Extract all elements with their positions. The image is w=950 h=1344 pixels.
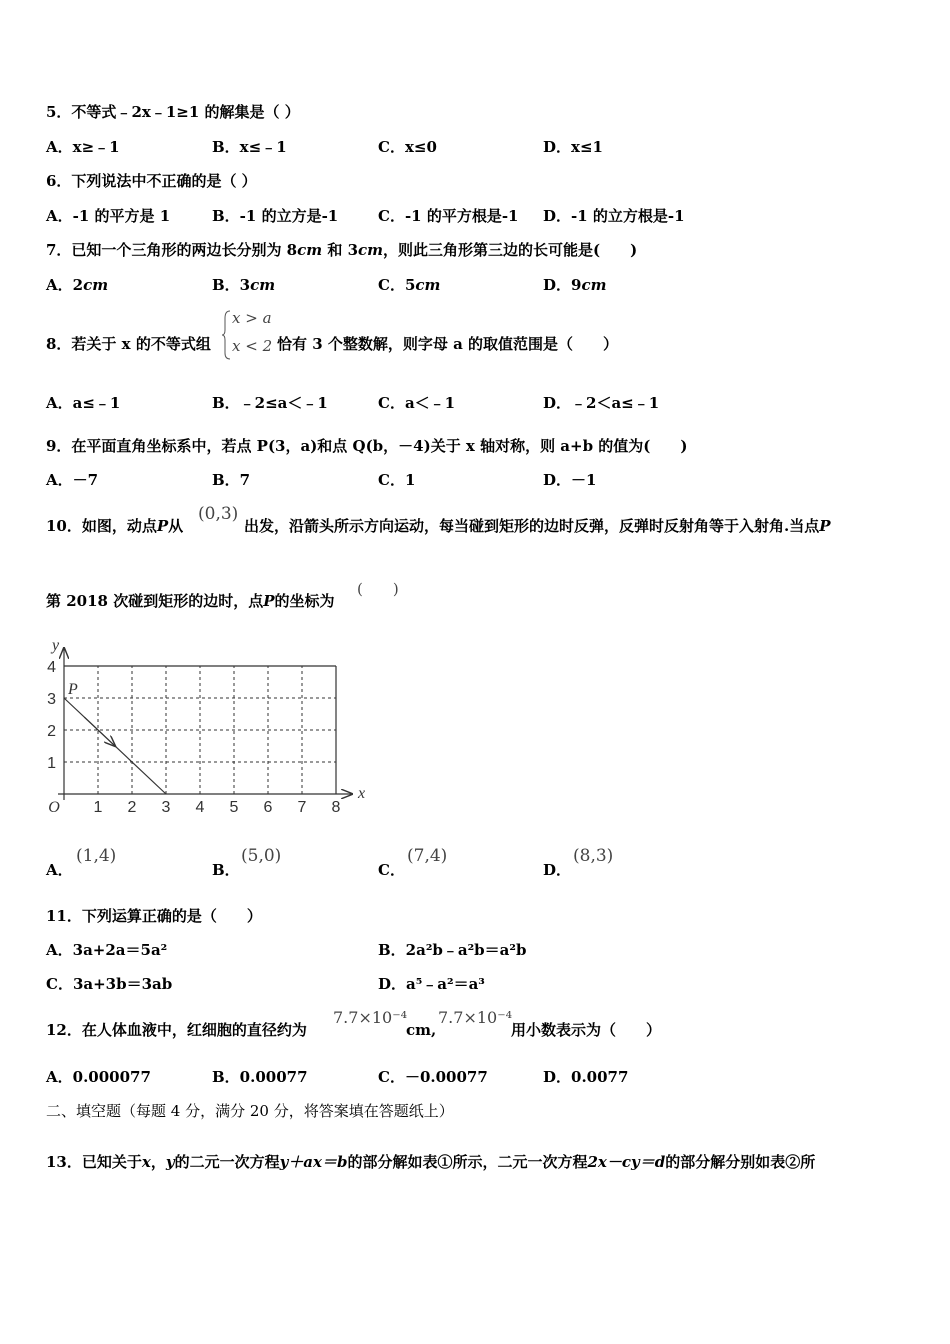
q8-option-d: D．﹣2＜a≤﹣1 <box>543 394 660 412</box>
q12-sci-value-1: 7.7×10⁻⁴ <box>333 1008 408 1027</box>
q10-option-a-value: (1,4) <box>76 846 117 866</box>
q6-option-d: D．-1 的立方根是-1 <box>543 207 685 225</box>
q6-option-b: B．-1 的立方是-1 <box>212 207 339 225</box>
section-heading: 二、填空题（每题 4 分，满分 20 分，将答案填在答题纸上） <box>46 1102 454 1120</box>
q10-option-b: B． <box>212 861 240 879</box>
q8-system-line2: x < 2 <box>232 337 273 355</box>
q10-option-c: C． <box>378 861 405 879</box>
x-tick-label: 8 <box>331 799 341 816</box>
x-tick-label: 2 <box>127 799 137 816</box>
q8-option-a: A．a≤﹣1 <box>46 394 121 412</box>
q10-figure <box>40 628 380 820</box>
origin-label: O <box>48 799 60 816</box>
y-axis-label: y <box>52 637 60 654</box>
q12-sci-value-2: 7.7×10⁻⁴ <box>438 1008 513 1027</box>
q8-stem-a: 8．若关于 x 的不等式组 <box>46 335 211 353</box>
y-tick-label: 2 <box>47 723 56 740</box>
q10-stem-b: 出发，沿箭头所示方向运动，每当碰到矩形的边时反弹，反弹时反射角等于入射角.当点P <box>244 517 831 535</box>
point-p-label: P <box>68 681 78 698</box>
q5-option-b: B．x≤﹣1 <box>212 138 287 156</box>
q11-option-d: D．a⁵﹣a²＝a³ <box>378 975 485 993</box>
y-tick-label: 3 <box>47 691 56 708</box>
q10-answer-paren: ( ) <box>357 580 399 598</box>
q9-option-b: B．7 <box>212 471 251 489</box>
q9-option-c: C．1 <box>378 471 416 489</box>
q10-option-c-value: (7,4) <box>407 846 448 866</box>
q12-option-a: A．0.000077 <box>46 1068 151 1086</box>
q13-stem: 13．已知关于x，y的二元一次方程y＋ax＝b的部分解如表①所示，二元一次方程2x－cy＝d的部分解分别如表②所 <box>46 1153 816 1171</box>
q12-option-d: D．0.0077 <box>543 1068 629 1086</box>
q9-stem: 9．在平面直角坐标系中，若点 P(3，a)和点 Q(b，－4)关于 x 轴对称，则 a+b 的值为( ) <box>46 437 688 455</box>
q10-option-d: D． <box>543 861 572 879</box>
x-axis-label: x <box>358 785 366 802</box>
q5-option-a: A．x≥﹣1 <box>46 138 120 156</box>
x-tick-label: 4 <box>195 799 205 816</box>
x-tick-label: 5 <box>229 799 239 816</box>
x-tick-label: 1 <box>93 799 103 816</box>
motion-arrow <box>84 717 115 746</box>
q12-option-c: C．－0.00077 <box>378 1068 488 1086</box>
q7-option-a: A．2cm <box>46 276 109 294</box>
q12-stem-c: 用小数表示为（ ） <box>511 1021 662 1039</box>
q12-option-b: B．0.00077 <box>212 1068 308 1086</box>
q10-option-d-value: (8,3) <box>573 846 614 866</box>
q5-stem: 5．不等式﹣2x﹣1≥1 的解集是（ ） <box>46 103 300 121</box>
q11-option-a: A．3a+2a＝5a² <box>46 941 168 959</box>
x-tick-label: 7 <box>297 799 307 816</box>
q10-start-point: (0,3) <box>198 504 239 524</box>
q9-option-a: A．－7 <box>46 471 99 489</box>
q6-option-a: A．-1 的平方是 1 <box>46 207 171 225</box>
q11-option-b: B．2a²b﹣a²b＝a²b <box>378 941 527 959</box>
x-tick-label: 3 <box>161 799 171 816</box>
q5-option-c: C．x≤0 <box>378 138 437 156</box>
q11-stem: 11．下列运算正确的是（ ） <box>46 907 262 925</box>
q6-option-c: C．-1 的平方根是-1 <box>378 207 519 225</box>
q7-stem: 7．已知一个三角形的两边长分别为 8cm 和 3cm，则此三角形第三边的长可能是( ) <box>46 241 638 259</box>
q7-option-c: C．5cm <box>378 276 441 294</box>
q8-stem-b: 恰有 3 个整数解，则字母 a 的取值范围是（ ） <box>277 335 619 353</box>
q10-option-a: A． <box>46 861 73 879</box>
q10-stem-line2: 第 2018 次碰到矩形的边时，点P的坐标为 <box>46 592 335 610</box>
q8-system-line1: x > a <box>232 309 272 327</box>
q10-option-b-value: (5,0) <box>241 846 282 866</box>
q7-option-b: B．3cm <box>212 276 276 294</box>
q7-option-d: D．9cm <box>543 276 607 294</box>
y-tick-label: 4 <box>47 659 56 676</box>
x-tick-label: 6 <box>263 799 273 816</box>
q6-stem: 6．下列说法中不正确的是（ ） <box>46 172 257 190</box>
q12-stem-a: 12．在人体血液中，红细胞的直径约为 <box>46 1021 307 1039</box>
q8-option-b: B．﹣2≤a＜﹣1 <box>212 394 328 412</box>
q10-stem-a: 10．如图，动点P从 <box>46 517 184 535</box>
y-tick-label: 1 <box>47 755 56 772</box>
q11-option-c: C．3a+3b＝3ab <box>46 975 173 993</box>
q9-option-d: D．－1 <box>543 471 597 489</box>
q5-option-d: D．x≤1 <box>543 138 603 156</box>
q12-stem-b: cm, <box>406 1021 437 1039</box>
q8-option-c: C．a＜﹣1 <box>378 394 456 412</box>
